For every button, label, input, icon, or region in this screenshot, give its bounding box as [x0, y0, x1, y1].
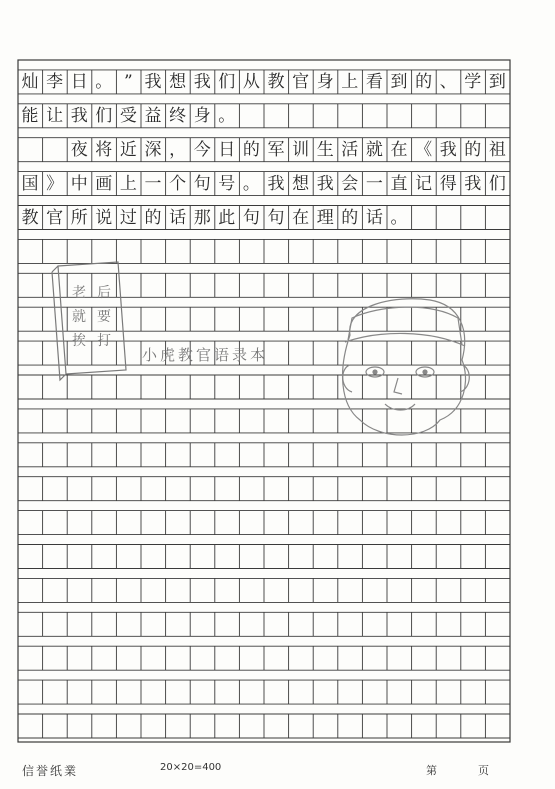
stamp-char: 挨 [72, 333, 86, 349]
stamp-char: 就 [72, 309, 86, 325]
essay-char: 夜 [70, 139, 88, 160]
essay-char: 活 [341, 139, 359, 160]
essay-char: 、 [439, 71, 457, 92]
essay-char: 句 [267, 207, 285, 228]
essay-char: 过 [119, 207, 137, 228]
essay-char: 们 [488, 173, 506, 194]
essay-char: 李 [46, 71, 64, 92]
essay-char: 想 [169, 71, 187, 92]
essay-char: 灿 [21, 71, 39, 92]
essay-char: 。 [95, 71, 113, 92]
essay-char: 我 [464, 173, 482, 194]
essay-char: 日 [70, 71, 88, 92]
drawing-caption: 小虎教官语录本 [142, 346, 269, 364]
stamp-char: 后 [97, 285, 111, 301]
essay-char: 我 [70, 105, 88, 126]
essay-char: 我 [439, 139, 457, 160]
essay-char: 将 [95, 139, 113, 160]
essay-char: 我 [193, 71, 211, 92]
essay-char: 句 [193, 173, 211, 194]
essay-char: 就 [365, 139, 383, 160]
essay-char: 的 [464, 139, 482, 160]
essay-char: 们 [218, 71, 236, 92]
page-label-suffix: 页 [478, 764, 489, 777]
essay-char: 在 [390, 139, 408, 160]
essay-char: 话 [365, 207, 383, 228]
essay-char: 记 [415, 173, 433, 194]
essay-char: 话 [169, 207, 187, 228]
essay-char: 从 [242, 71, 260, 92]
essay-char: 在 [292, 207, 310, 228]
essay-char: 官 [292, 71, 310, 92]
essay-char: 日 [218, 139, 236, 160]
essay-char: 近 [119, 139, 137, 160]
essay-char: 的 [242, 139, 260, 160]
essay-char: 此 [218, 207, 236, 228]
essay-char: 个 [169, 173, 187, 194]
page-label-prefix: 第 [426, 764, 437, 777]
essay-char: 。 [242, 173, 260, 194]
essay-char: 受 [119, 105, 137, 126]
essay-char: 上 [341, 71, 359, 92]
essay-char: 终 [169, 105, 187, 126]
essay-char: 号 [218, 173, 236, 194]
essay-char: 想 [292, 173, 310, 194]
essay-char: 。 [218, 105, 236, 126]
essay-char: 所 [70, 207, 88, 228]
essay-char: 直 [390, 173, 408, 194]
essay-char: 身 [193, 105, 211, 126]
essay-char: 的 [341, 207, 359, 228]
essay-char: 上 [119, 173, 137, 194]
essay-char: 理 [316, 207, 334, 228]
essay-char: 得 [439, 173, 457, 194]
essay-char: 国 [21, 173, 39, 194]
essay-char: 中 [70, 173, 88, 194]
essay-char: 的 [415, 71, 433, 92]
essay-char: 我 [316, 173, 334, 194]
essay-char: 益 [144, 105, 162, 126]
stamp-char: 打 [97, 333, 111, 349]
essay-char: 。 [390, 207, 408, 228]
paper-brand: 信誉纸業 [22, 764, 79, 778]
essay-char: 》 [46, 173, 64, 194]
essay-char: 句 [242, 207, 260, 228]
essay-char: 官 [46, 207, 64, 228]
essay-char: 训 [292, 139, 310, 160]
essay-char: 画 [95, 173, 113, 194]
essay-char: 会 [341, 173, 359, 194]
essay-char: 深 [144, 139, 162, 160]
essay-char: 看 [365, 71, 383, 92]
essay-char: 那 [193, 207, 211, 228]
stamp-char: 要 [97, 309, 111, 325]
essay-char: 到 [488, 71, 506, 92]
essay-char: 能 [21, 105, 39, 126]
essay-char: 的 [144, 207, 162, 228]
essay-char: 祖 [488, 139, 506, 160]
essay-char: 今 [193, 139, 211, 160]
essay-char: ” [124, 71, 133, 92]
essay-char: 让 [46, 105, 64, 126]
essay-char: 到 [390, 71, 408, 92]
essay-char: 教 [267, 71, 285, 92]
essay-char: 一 [144, 173, 162, 194]
essay-char: 们 [95, 105, 113, 126]
essay-char: 《 [415, 139, 433, 160]
grid-size-label: 20×20=400 [160, 762, 222, 773]
essay-char: 说 [95, 207, 113, 228]
stamp-char: 老 [72, 285, 86, 301]
essay-char: 学 [464, 71, 482, 92]
essay-char: ， [169, 139, 187, 160]
essay-char: 军 [267, 139, 285, 160]
essay-char: 一 [365, 173, 383, 194]
essay-char: 生 [316, 139, 334, 160]
essay-char: 身 [316, 71, 334, 92]
essay-char: 我 [267, 173, 285, 194]
essay-char: 教 [21, 207, 39, 228]
essay-char: 我 [144, 71, 162, 92]
